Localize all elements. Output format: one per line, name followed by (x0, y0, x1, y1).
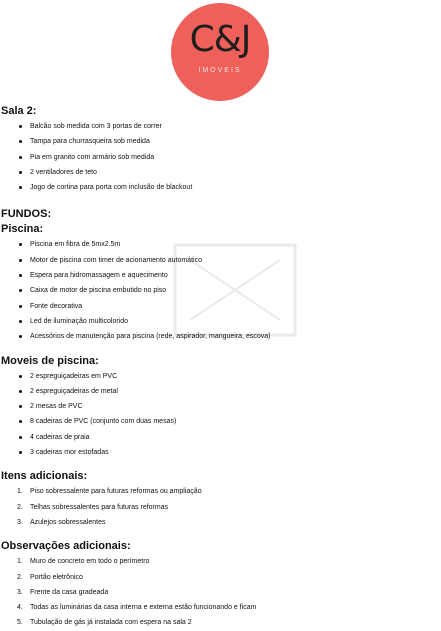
logo-circle (171, 3, 269, 101)
list-item: Jogo de cortina para porta com inclusão de blackout (1, 180, 437, 195)
list-item: Muro de concreto em todo o perímetro (30, 558, 150, 566)
section-heading: Sala 2: (1, 105, 37, 117)
section-fundos (1, 207, 437, 344)
list-item: Led de iluminação multicolorido (1, 314, 437, 329)
numbered-list (1, 484, 437, 530)
list-item: Espera para hidromassagem e aquecimento (1, 268, 437, 283)
bullet-list (1, 119, 437, 195)
list-item: Pia em granito com armário sob medida (1, 150, 437, 165)
list-item: Balcão sob medida com 3 portas de correr (1, 119, 437, 134)
document-body (1, 104, 437, 631)
logo-subtitle: IMOVEIS (198, 67, 242, 74)
section-moveis-piscina (1, 354, 437, 461)
list-item: Caixa de motor de piscina embutido no piso (1, 283, 437, 298)
list-item: 8 cadeiras de PVC (conjunto com duas mesas) (1, 414, 437, 429)
list-item: Frente da casa gradeada (30, 588, 109, 596)
section-itens-adicionais (1, 469, 437, 530)
bullet-list (1, 369, 437, 461)
list-item: Fonte decorativa (1, 299, 437, 314)
logo-mark: C&J (189, 19, 251, 60)
section-heading: Observações adicionais: (1, 540, 131, 553)
list-item: 4 cadeiras de praia (1, 430, 437, 445)
list-item: 2 espreguiçadeiras em PVC (1, 369, 437, 384)
list-item: 2 espreguiçadeiras de metal (1, 384, 437, 399)
list-item: Acessórios de manutenção para piscina (rede, aspirador, mangueira, escova) (1, 329, 437, 344)
section-heading: Itens adicionais: (1, 470, 88, 483)
list-item: Todas as luminárias da casa interna e externa estão funcionando e ficam (30, 604, 257, 612)
section-heading: Moveis de piscina: (1, 354, 99, 367)
list-item: Azulejos sobressalentes (30, 518, 106, 526)
list-item: Telhas sobressalentes para futuras reformas (30, 503, 169, 511)
list-item: Motor de piscina com timer de acionamento automático (1, 253, 437, 268)
list-item: Piso sobressalente para futuras reformas ou ampliação (30, 488, 202, 496)
section-subheading: Piscina: (1, 223, 44, 236)
section-heading: FUNDOS: (1, 208, 52, 221)
list-item: Tubulação de gás já instalada com espera na sala 2 (30, 619, 192, 627)
company-logo (171, 3, 269, 101)
section-observacoes (1, 539, 437, 630)
bullet-list (1, 237, 437, 344)
section-sala-2 (1, 104, 437, 195)
list-item: Tampa para churrasqueira sob medida (1, 134, 437, 149)
list-item: 2 ventiladores de teto (1, 165, 437, 180)
list-item: Portão eletrônico (30, 573, 83, 581)
list-item: 2 mesas de PVC (1, 399, 437, 414)
list-item: 3 cadeiras mor estofadas (1, 445, 437, 460)
list-item: Piscina em fibra de 5mx2.5m (1, 237, 437, 252)
numbered-list (1, 554, 437, 630)
